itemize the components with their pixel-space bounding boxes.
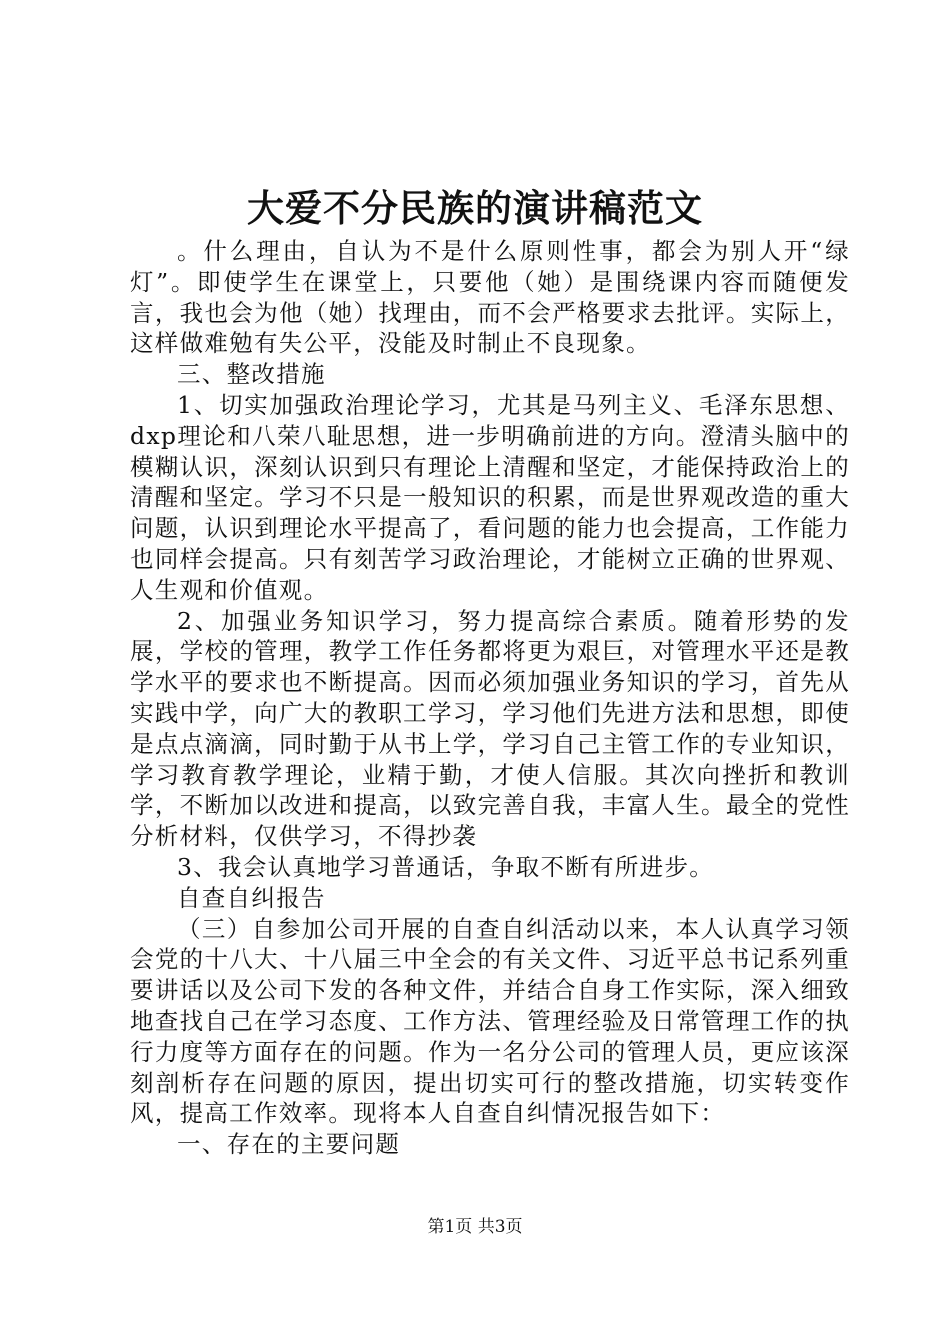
paragraph-intro: 。什么理由，自认为不是什么原则性事，都会为别人开“绿灯”。即使学生在课堂上，只要他（她）是围绕课内容而随便发言，我也会为他（她）找理由，而不会严格要求去批评。实际上，这样做难勉有失公平，没能及时制止不良现象。	[130, 237, 850, 358]
section-heading-rectification: 三、整改措施	[177, 360, 326, 389]
section-heading-problems: 一、存在的主要问题	[177, 1130, 401, 1159]
paragraph-self-check: （三）自参加公司开展的自查自纠活动以来，本人认真学习领会党的十八大、十八届三中全会的有关文件、习近平总书记系列重要讲话以及公司下发的各种文件，并结合自身工作实际，深入细致地查找自己在学习态度、工作方法、管理经验及日常管理工作的执行力度等方面存在的问题。作为一名分公司的管理人员，更应该深刻剖析存在问题的原因，提出切实可行的整改措施，切实转变作风，提高工作效率。现将本人自查自纠情况报告如下：	[130, 914, 850, 1128]
document-title: 大爱不分民族的演讲稿范文	[247, 186, 703, 230]
document-body	[130, 236, 850, 1160]
paragraph-measure-3: 3、我会认真地学习普通话，争取不断有所进步。	[177, 852, 715, 881]
paragraph-measure-2: 2、加强业务知识学习，努力提高综合素质。随着形势的发展，学校的管理，教学工作任务都将更为艰巨，对管理水平还是教学水平的要求也不断提高。因而必须加强业务知识的学习，首先从实践中学，向广大的教职工学习，学习他们先进方法和思想，即使是点点滴滴，同时勤于从书上学，学习自己主管工作的专业知识，学习教育教学理论，业精于勤，才使人信服。其次向挫折和教训学，不断加以改进和提高，以致完善自我，丰富人生。最全的党性分析材料，仅供学习，不得抄袭	[130, 606, 850, 851]
paragraph-measure-1: 1、切实加强政治理论学习，尤其是马列主义、毛泽东思想、dxp理论和八荣八耻思想，进一步明确前进的方向。澄清头脑中的模糊认识，深刻认识到只有理论上清醒和坚定，才能保持政治上的清醒和坚定。学习不只是一般知识的积累，而是世界观改造的重大问题，认识到理论水平提高了，看问题的能力也会提高，工作能力也同样会提高。只有刻苦学习政治理论，才能树立正确的世界观、人生观和价值观。	[130, 390, 850, 604]
page-number-footer: 第1页 共3页	[427, 1217, 523, 1237]
section-heading-self-check: 自查自纠报告	[177, 883, 326, 912]
